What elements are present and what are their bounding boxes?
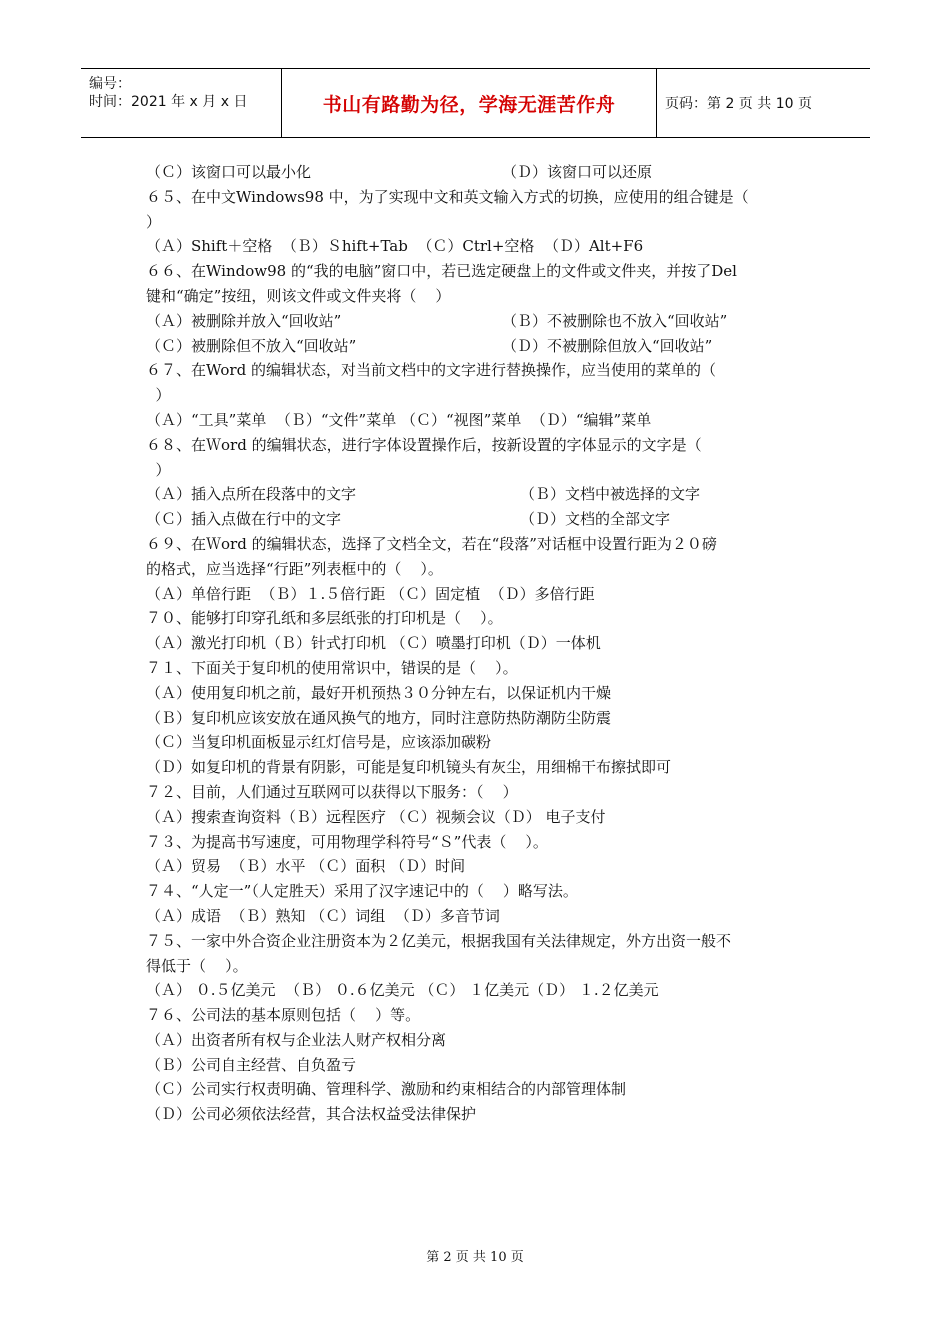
line-text-right: （Ｄ）不被删除但放入“回收站” bbox=[502, 336, 713, 355]
document-time-label: 时间：2021 年 x 月 x 日 bbox=[89, 94, 248, 110]
text-line bbox=[146, 830, 806, 855]
text-line bbox=[146, 954, 806, 979]
text-line bbox=[146, 160, 806, 185]
line-text-right: （Ｂ）文档中被选择的文字 bbox=[520, 485, 701, 504]
text-line bbox=[146, 631, 806, 656]
text-line bbox=[146, 582, 806, 607]
line-text: （Ｃ）该窗口可以最小化 bbox=[146, 163, 312, 181]
text-line bbox=[146, 681, 806, 706]
header-info-cell bbox=[81, 69, 282, 137]
text-line bbox=[146, 284, 806, 309]
line-text: （Ａ）使用复印机之前，最好开机预热３０分钟左右，以保证机内干燥 bbox=[146, 683, 612, 702]
text-line bbox=[146, 706, 806, 731]
text-line bbox=[146, 929, 806, 954]
text-line bbox=[146, 259, 806, 284]
text-line bbox=[146, 1102, 806, 1127]
text-line bbox=[146, 1003, 806, 1028]
line-text: （Ｃ）公司实行权责明确、管理科学、激励和约束相结合的内部管理体制 bbox=[146, 1080, 627, 1099]
text-line bbox=[146, 1053, 806, 1078]
line-text: ） bbox=[146, 460, 171, 479]
line-text: ６８、在Ｗord 的编辑状态，进行字体设置操作后，按新设置的字体显示的文字是（ bbox=[146, 435, 702, 454]
line-text: 的格式，应当选择“行距”列表框中的（ ）。 bbox=[146, 559, 443, 578]
line-text: （Ｃ）当复印机面板显示红灯信号是，应该添加碳粉 bbox=[146, 733, 492, 752]
page-header bbox=[81, 68, 870, 138]
line-text: （Ａ）“工具”菜单 （Ｂ）“文件”菜单 （Ｃ）“视图”菜单 （Ｄ）“编辑”菜单 bbox=[146, 410, 652, 429]
line-text: （Ｃ）被删除但不放入“回收站” bbox=[146, 336, 357, 355]
document-number-label: 编号： bbox=[89, 76, 131, 92]
text-line bbox=[146, 334, 806, 359]
line-text: （Ａ）单倍行距 （Ｂ）１.５倍行距 （Ｃ）固定植 （Ｄ）多倍行距 bbox=[146, 584, 595, 603]
text-line bbox=[146, 482, 806, 507]
line-text: （Ａ）成语 （Ｂ）熟知 （Ｃ）词组 （Ｄ）多音节词 bbox=[146, 906, 500, 925]
text-line bbox=[146, 978, 806, 1003]
text-line bbox=[146, 780, 806, 805]
text-line bbox=[146, 1028, 806, 1053]
text-line bbox=[146, 532, 806, 557]
text-line bbox=[146, 210, 806, 235]
text-line bbox=[146, 805, 806, 830]
text-line bbox=[146, 879, 806, 904]
line-text: ７３、为提高书写速度，可用物理学科符号“Ｓ”代表（ ）。 bbox=[146, 832, 548, 851]
line-text: ７０、能够打印穿孔纸和多层纸张的打印机是（ ）。 bbox=[146, 609, 503, 628]
text-line bbox=[146, 383, 806, 408]
line-text: ６７、在Word 的编辑状态，对当前文档中的文字进行替换操作，应当使用的菜单的（ bbox=[146, 361, 716, 380]
line-text: （Ａ）插入点所在段落中的文字 bbox=[146, 485, 357, 504]
line-text: ６９、在Ｗord 的编辑状态，选择了文档全文，若在“段落”对话框中设置行距为２０磅 bbox=[146, 534, 717, 553]
line-text: ７２、目前，人们通过互联网可以获得以下服务：（ ） bbox=[146, 782, 518, 801]
question-body bbox=[146, 160, 806, 1127]
text-line bbox=[146, 854, 806, 879]
line-text: （Ａ）Shift＋空格 （Ｂ）Ｓhift+Tab （Ｃ）Ctrl+空格 （Ｄ）Alt+F6 bbox=[146, 237, 644, 256]
text-line bbox=[146, 656, 806, 681]
text-line bbox=[146, 234, 806, 259]
text-line bbox=[146, 408, 806, 433]
line-text: 得低于（ ）。 bbox=[146, 956, 248, 975]
line-text: （Ａ）激光打印机（Ｂ）针式打印机 （Ｃ）喷墨打印机（Ｄ）一体机 bbox=[146, 634, 601, 653]
text-line bbox=[146, 433, 806, 458]
line-text: ７４、“人定一”（人定胜天）采用了汉字速记中的（ ）略写法。 bbox=[146, 882, 578, 901]
text-line bbox=[146, 309, 806, 334]
header-motto: 书山有路勤为径，学海无涯苦作舟 bbox=[322, 93, 616, 116]
line-text: ６６、在Window98 的“我的电脑”窗口中，若已选定硬盘上的文件或文件夹，并按了Del bbox=[146, 262, 737, 281]
text-line bbox=[146, 730, 806, 755]
text-line bbox=[146, 755, 806, 780]
line-text: （Ａ）贸易 （Ｂ）水平 （Ｃ）面积 （Ｄ）时间 bbox=[146, 857, 466, 876]
line-text: （Ｄ）公司必须依法经营，其合法权益受法律保护 bbox=[146, 1105, 477, 1124]
line-text: （Ｄ）如复印机的背景有阴影，可能是复印机镜头有灰尘，用细棉干布擦拭即可 bbox=[146, 758, 672, 777]
text-line bbox=[146, 507, 806, 532]
line-text: （Ａ）搜索查询资料（Ｂ）远程医疗 （Ｃ）视频会议（Ｄ） 电子支付 bbox=[146, 807, 606, 826]
line-text: ７６、公司法的基本原则包括（ ）等。 bbox=[146, 1006, 421, 1025]
text-line bbox=[146, 557, 806, 582]
text-line bbox=[146, 185, 806, 210]
line-text: （Ｂ）公司自主经营、自负盈亏 bbox=[146, 1055, 357, 1074]
text-line bbox=[146, 458, 806, 483]
text-line bbox=[146, 904, 806, 929]
line-text: （Ｂ）复印机应该安放在通风换气的地方，同时注意防热防潮防尘防震 bbox=[146, 708, 612, 727]
line-text: （Ａ）被删除并放入“回收站” bbox=[146, 311, 342, 330]
line-text: ） bbox=[146, 212, 162, 231]
header-motto-cell bbox=[282, 69, 657, 137]
header-page-cell bbox=[657, 69, 870, 137]
line-text-right: （Ｄ）文档的全部文字 bbox=[520, 510, 671, 529]
line-text: （Ａ）出资者所有权与企业法人财产权相分离 bbox=[146, 1030, 447, 1049]
header-page-number: 页码：第 2 页 共 10 页 bbox=[665, 96, 812, 112]
line-text: ７１、下面关于复印机的使用常识中，错误的是（ ）。 bbox=[146, 658, 518, 677]
line-text: （Ａ） ０.５亿美元 （Ｂ） ０.６亿美元 （Ｃ） １亿美元（Ｄ） １.２亿美元 bbox=[146, 981, 659, 1000]
line-text-right: （Ｂ）不被删除也不放入“回收站” bbox=[502, 311, 728, 330]
text-line bbox=[146, 358, 806, 383]
line-text: ） bbox=[146, 386, 171, 405]
line-text: （Ｃ）插入点做在行中的文字 bbox=[146, 510, 342, 529]
line-text-right: （Ｄ）该窗口可以还原 bbox=[502, 163, 653, 181]
page-footer: 第 2 页 共 10 页 bbox=[426, 1250, 524, 1265]
text-line bbox=[146, 606, 806, 631]
text-line bbox=[146, 1077, 806, 1102]
line-text: ６５、在中文Windows98 中，为了实现中文和英文输入方式的切换，应使用的组合键是（ bbox=[146, 187, 749, 206]
line-text: 键和“确定”按纽，则该文件或文件夹将（ ） bbox=[146, 286, 451, 305]
line-text: ７５、一家中外合资企业注册资本为２亿美元，根据我国有关法律规定，外方出资一般不 bbox=[146, 931, 732, 950]
